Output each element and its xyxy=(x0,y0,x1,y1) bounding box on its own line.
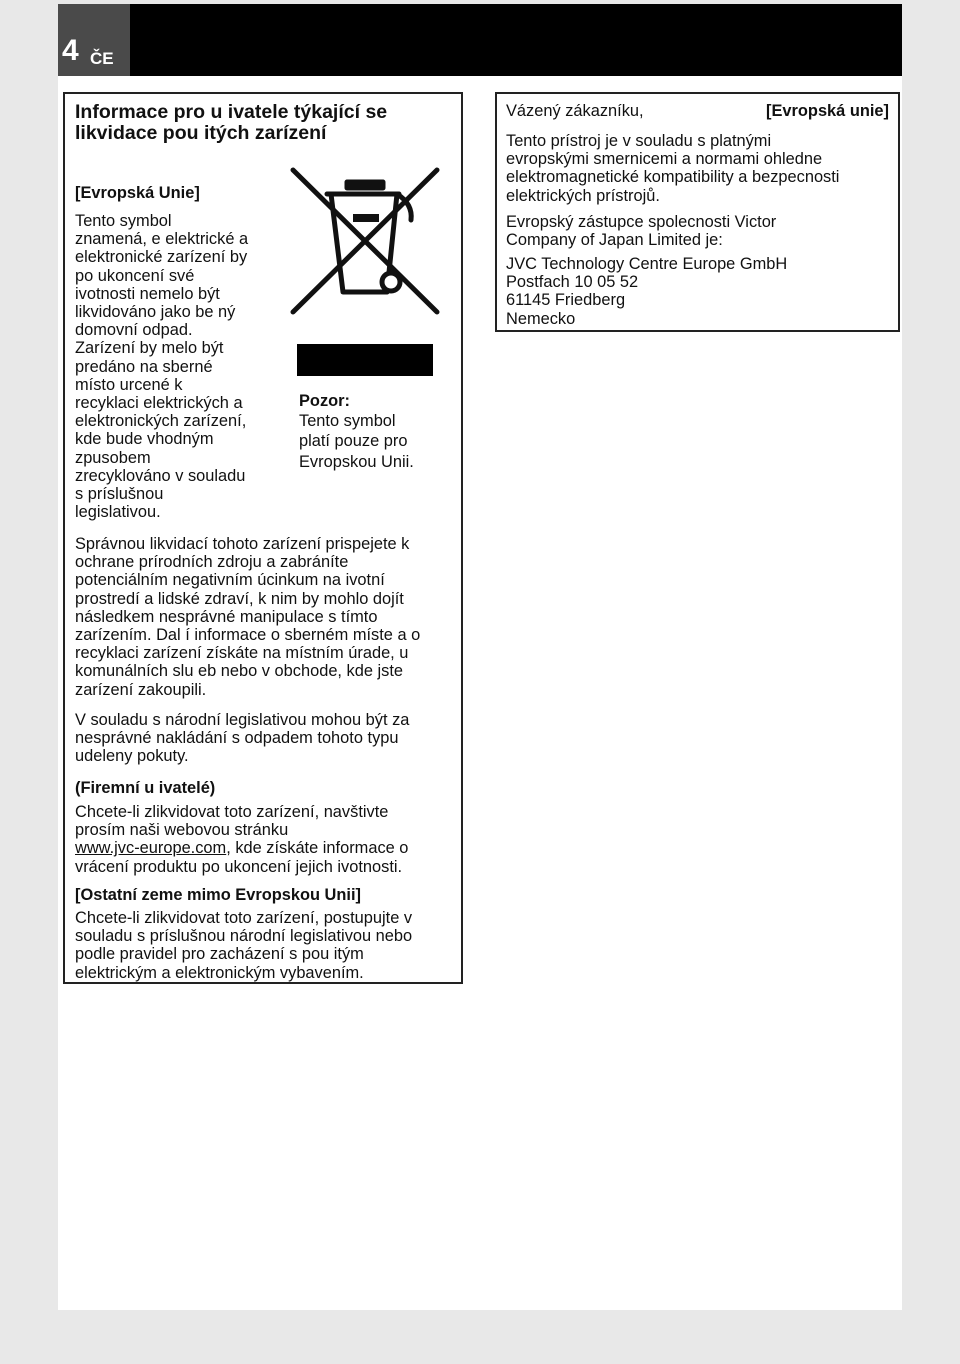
text-line: elektromagnetické kompatibility a bezpecnosti xyxy=(506,168,840,187)
text-line: vrácení produktu po ukoncení jejich ivotnosti. xyxy=(75,857,403,876)
text-line: Evropský zástupce spolecnosti Victor xyxy=(506,213,777,231)
title-line: likvidace pou itých zarízení xyxy=(75,122,327,144)
text-line: Zarízení by melo být xyxy=(75,339,224,358)
address-line: Postfach 10 05 52 xyxy=(506,273,639,292)
text-line: kde bude vhodným xyxy=(75,430,214,449)
text-line: domovní odpad. xyxy=(75,321,193,340)
text-line: Tento prístroj je v souladu s platnými xyxy=(506,132,772,150)
text-line: ochrane prírodních zdroju a zabráníte xyxy=(75,553,349,572)
non-eu-paragraph xyxy=(75,909,459,982)
text-line: elektrických prístrojů. xyxy=(506,186,660,205)
compliance-info-box xyxy=(495,92,900,332)
text-line: Chcete-li zlikvidovat toto zarízení, postupujte v xyxy=(75,909,413,927)
symbol-description xyxy=(75,212,280,521)
compliance-statement xyxy=(506,132,896,205)
address-line: Nemecko xyxy=(506,309,576,328)
text-line: V souladu s národní legislativou mohou být za xyxy=(75,711,410,729)
text-line: podle pravidel pro zacházení s pou itým xyxy=(75,945,364,964)
text-line: Tento symbol xyxy=(75,212,172,230)
section-code: ČE xyxy=(90,49,114,68)
jvc-europe-link[interactable]: www.jvc-europe.com xyxy=(75,839,227,858)
eu-heading: [Evropská Unie] xyxy=(75,184,200,202)
representative-address xyxy=(506,255,896,328)
text-line: zarízením. Dal í informace o sberném míste a o xyxy=(75,626,421,645)
text-line: Chcete-li zlikvidovat toto zarízení, navštivte xyxy=(75,803,389,821)
address-line: JVC Technology Centre Europe GmbH xyxy=(506,255,788,273)
title-line: Informace pro u ivatele týkající se xyxy=(75,101,388,123)
eu-notice xyxy=(299,392,449,471)
text-line: likvidováno jako be ný xyxy=(75,303,236,322)
notice-line: Tento symbol xyxy=(299,412,396,431)
page-number-tab xyxy=(58,4,130,76)
business-users-heading: (Firemní u ivatelé) xyxy=(75,779,216,797)
page xyxy=(58,4,902,1310)
penalty-paragraph xyxy=(75,711,459,766)
page-number: 4 xyxy=(62,34,79,67)
greeting: Vázený zákazníku, xyxy=(506,102,644,120)
text-line: elektronické zarízení by xyxy=(75,248,248,267)
text-line: elektronických zarízení, xyxy=(75,412,247,431)
text-line: místo urcené k xyxy=(75,375,183,394)
text-line: prosím naši webovou stránku xyxy=(75,821,289,840)
text-line: následkem nesprávné manipulace s tímto xyxy=(75,607,378,626)
page-header xyxy=(58,4,902,76)
crossed-out-wheelie-bin-icon xyxy=(287,164,447,324)
text-line: legislativou. xyxy=(75,503,161,522)
text-line: elektrickým a elektronickým vybavením. xyxy=(75,963,364,982)
text-line: komunálních slu eb nebo v obchode, kde jste xyxy=(75,662,404,681)
business-users-paragraph xyxy=(75,803,459,876)
disposal-benefit-paragraph xyxy=(75,535,459,699)
text-line: recyklaci elektrických a xyxy=(75,394,243,413)
text-line: prostredí a lidské zdraví, k nim by mohlo dojít xyxy=(75,589,404,608)
non-eu-heading: [Ostatní zeme mimo Evropskou Unii] xyxy=(75,886,361,904)
text-line xyxy=(75,839,459,857)
text-line: evropskými smernicemi a normami ohledne xyxy=(506,150,823,169)
notice-label: Pozor: xyxy=(299,392,350,410)
text-line: zpusobem xyxy=(75,448,151,467)
text-line: nesprávné nakládání s odpadem tohoto typu xyxy=(75,729,399,748)
marking-bar xyxy=(297,344,433,376)
representative-statement xyxy=(506,213,896,249)
text-line: predáno na sberné xyxy=(75,357,213,376)
text-line: znamená, e elektrické a xyxy=(75,230,249,249)
disposal-title xyxy=(75,102,455,144)
text-line: potenciálním negativním úcinkum na ivotní xyxy=(75,571,385,590)
text-line: Správnou likvidací tohoto zarízení prispejete k xyxy=(75,535,410,553)
link-trailing-text: , kde získáte informace o xyxy=(226,839,409,858)
address-line: 61145 Friedberg xyxy=(506,291,626,310)
notice-line: Evropskou Unii. xyxy=(299,452,414,471)
region-tag: [Evropská unie] xyxy=(766,102,889,120)
text-line: udeleny pokuty. xyxy=(75,747,189,766)
text-line: recyklaci zarízení získáte na místním úrade, u xyxy=(75,644,409,663)
compliance-header xyxy=(506,102,889,120)
text-line: zarízení zakoupili. xyxy=(75,680,207,699)
notice-line: platí pouze pro xyxy=(299,432,408,451)
text-line: zrecyklováno v souladu xyxy=(75,466,246,485)
disposal-info-box xyxy=(63,92,463,984)
text-line: Company of Japan Limited je: xyxy=(506,231,723,250)
text-line: po ukoncení své xyxy=(75,266,195,285)
text-line: ivotnosti nemelo být xyxy=(75,284,220,303)
text-line: s príslušnou xyxy=(75,485,164,504)
text-line: souladu s príslušnou národní legislativou nebo xyxy=(75,927,413,946)
